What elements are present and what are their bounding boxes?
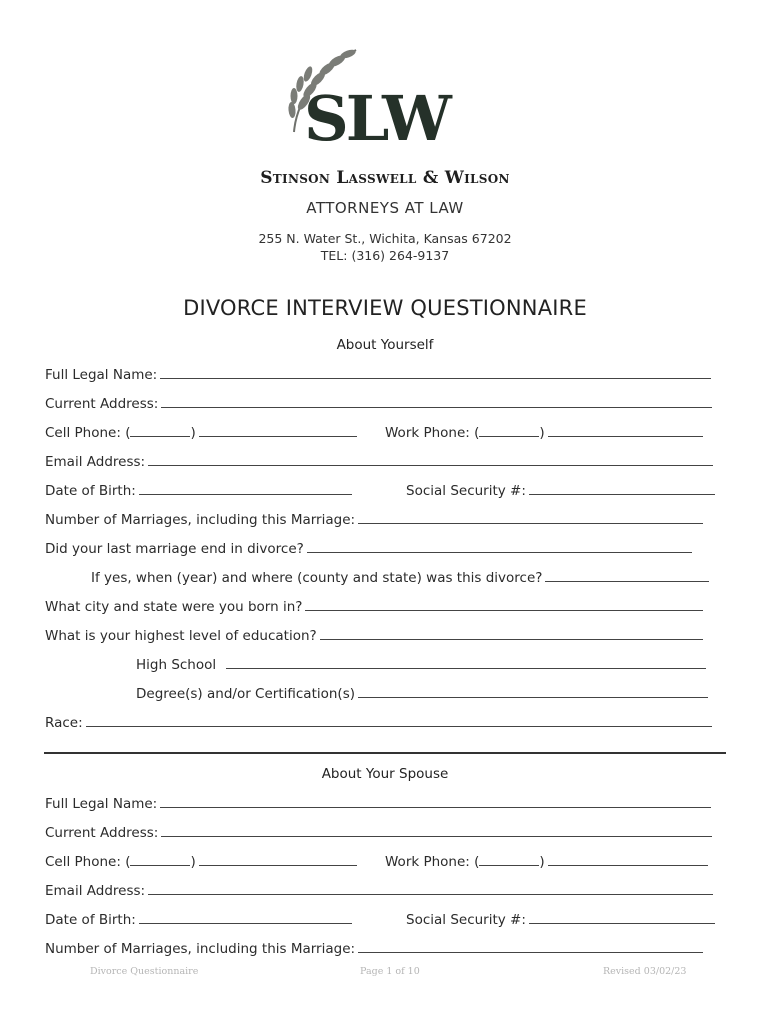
spouse-field-current-address[interactable]	[45, 824, 712, 841]
education-input[interactable]	[320, 627, 703, 640]
field-label: Number of Marriages, including this Marriage:	[45, 512, 356, 528]
field-label: Degree(s) and/or Certification(s)	[136, 686, 355, 702]
spouse-field-ssn[interactable]	[406, 911, 715, 928]
logo-monogram: SLW	[304, 82, 449, 155]
cell-area-code-input[interactable]	[130, 424, 190, 437]
field-ssn[interactable]	[406, 482, 715, 499]
field-label: What is your highest level of education?	[45, 628, 317, 644]
firm-subtitle: ATTORNEYS AT LAW	[306, 199, 464, 217]
firm-telephone: TEL: (316) 264-9137	[320, 248, 450, 263]
field-marriages[interactable]	[45, 511, 703, 528]
field-current-address[interactable]	[45, 395, 712, 412]
field-label: Social Security #:	[406, 483, 526, 499]
section-heading-yourself: About Yourself	[336, 337, 434, 353]
spouse-work-area-code-input[interactable]	[479, 853, 539, 866]
section-divider	[44, 752, 726, 754]
field-last-marriage[interactable]	[45, 540, 692, 557]
spouse-cell-phone-input[interactable]	[199, 853, 357, 866]
work-area-code-input[interactable]	[479, 424, 539, 437]
high-school-input[interactable]	[226, 656, 706, 669]
field-label: Work Phone:	[385, 425, 470, 441]
spouse-current-address-input[interactable]	[161, 824, 712, 837]
spouse-marriages-input[interactable]	[358, 940, 703, 953]
field-label: Full Legal Name:	[45, 796, 158, 812]
work-phone-input[interactable]	[548, 424, 703, 437]
spouse-field-cell-phone[interactable]: Cell Phone: ( )	[45, 853, 357, 870]
spouse-field-email[interactable]	[45, 882, 713, 899]
firm-name: Stinson Lasswell & Wilson	[260, 168, 510, 188]
field-label: Email Address:	[45, 454, 146, 470]
field-degrees[interactable]	[136, 685, 708, 702]
spouse-dob-input[interactable]	[139, 911, 352, 924]
dob-input[interactable]	[139, 482, 352, 495]
birthplace-input[interactable]	[305, 598, 703, 611]
field-birthplace[interactable]	[45, 598, 703, 615]
field-label: Date of Birth:	[45, 483, 136, 499]
last-marriage-input[interactable]	[307, 540, 692, 553]
field-label: Date of Birth:	[45, 912, 136, 928]
field-cell-phone[interactable]: Cell Phone: ( )	[45, 424, 357, 441]
footer-revision-date: Revised 03/02/23	[603, 966, 687, 977]
spouse-field-marriages[interactable]	[45, 940, 703, 957]
current-address-input[interactable]	[161, 395, 712, 408]
spouse-full-name-input[interactable]	[160, 795, 711, 808]
spouse-field-work-phone[interactable]: Work Phone: ( )	[385, 853, 708, 870]
field-label: Race:	[45, 715, 83, 731]
field-label: Current Address:	[45, 396, 159, 412]
field-full-name[interactable]	[45, 366, 711, 383]
email-input[interactable]	[148, 453, 713, 466]
divorce-when-where-input[interactable]	[545, 569, 709, 582]
field-label: If yes, when (year) and where (county and state) was this divorce?	[91, 570, 543, 586]
race-input[interactable]	[86, 714, 712, 727]
field-high-school[interactable]	[136, 656, 706, 673]
field-label: Number of Marriages, including this Marriage:	[45, 941, 356, 957]
spouse-cell-area-code-input[interactable]	[130, 853, 190, 866]
field-race[interactable]	[45, 714, 712, 731]
field-label: Email Address:	[45, 883, 146, 899]
field-label: Full Legal Name:	[45, 367, 158, 383]
field-email[interactable]	[45, 453, 713, 470]
cell-phone-input[interactable]	[199, 424, 357, 437]
full-name-input[interactable]	[160, 366, 711, 379]
field-education[interactable]	[45, 627, 703, 644]
spouse-email-input[interactable]	[148, 882, 713, 895]
footer-page-number: Page 1 of 10	[360, 966, 420, 977]
spouse-ssn-input[interactable]	[529, 911, 715, 924]
field-label: Cell Phone:	[45, 854, 121, 870]
section-heading-spouse: About Your Spouse	[321, 766, 449, 782]
firm-logo	[280, 44, 480, 164]
field-label: Work Phone:	[385, 854, 470, 870]
field-divorce-when-where[interactable]	[91, 569, 709, 586]
field-work-phone[interactable]: Work Phone: ( )	[385, 424, 703, 441]
spouse-field-full-name[interactable]	[45, 795, 711, 812]
field-label: What city and state were you born in?	[45, 599, 303, 615]
ssn-input[interactable]	[529, 482, 715, 495]
spouse-work-phone-input[interactable]	[548, 853, 708, 866]
degrees-input[interactable]	[358, 685, 708, 698]
spouse-field-dob[interactable]	[45, 911, 352, 928]
document-title: DIVORCE INTERVIEW QUESTIONNAIRE	[183, 296, 587, 320]
marriages-input[interactable]	[358, 511, 703, 524]
footer-doc-name: Divorce Questionnaire	[90, 966, 199, 977]
field-label: Cell Phone:	[45, 425, 121, 441]
field-label: Social Security #:	[406, 912, 526, 928]
field-label: Did your last marriage end in divorce?	[45, 541, 304, 557]
field-label: High School	[136, 657, 217, 673]
firm-address: 255 N. Water St., Wichita, Kansas 67202	[258, 231, 512, 246]
field-label: Current Address:	[45, 825, 159, 841]
field-dob[interactable]	[45, 482, 352, 499]
